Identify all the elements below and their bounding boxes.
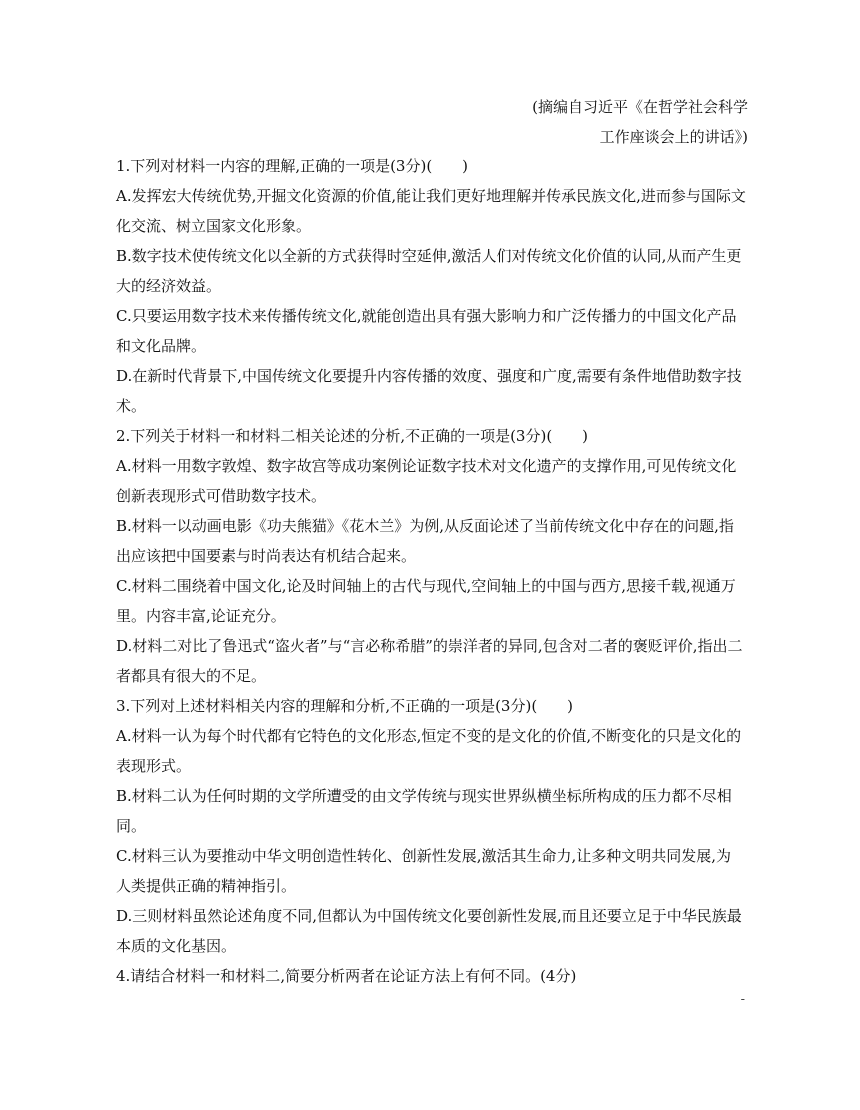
option-text: C.只要运用数字技术来传播传统文化,就能创造出具有强大影响力和广泛传播力的中国文化产品和文化品牌。 bbox=[116, 307, 737, 355]
option-text: A.发挥宏大传统优势,开掘文化资源的价值,能让我们更好地理解并传承民族文化,进而参与国际文化交流、树立国家文化形象。 bbox=[116, 187, 746, 235]
source-attribution bbox=[532, 92, 748, 152]
option-text: C.材料二围绕着中国文化,论及时间轴上的古代与现代,空间轴上的中国与西方,思接千载,视通万里。内容丰富,论证充分。 bbox=[116, 577, 736, 625]
option-text: B.材料二认为任何时期的文学所遭受的由文学传统与现实世界纵横坐标所构成的压力都不尽相同。 bbox=[116, 787, 732, 835]
source-line-1: (摘编自习近平《在哲学社会科学 bbox=[532, 98, 748, 116]
option-text: A.材料一认为每个时代都有它特色的文化形态,恒定不变的是文化的价值,不断变化的只是文化的表现形式。 bbox=[116, 727, 742, 775]
option-text: A.材料一用数字敦煌、数字故宫等成功案例论证数字技术对文化遗产的支撑作用,可见传统文化创新表现形式可借助数字技术。 bbox=[116, 457, 737, 505]
question-stem: 2.下列关于材料一和材料二相关论述的分析,不正确的一项是(3分)( ) bbox=[116, 427, 589, 445]
source-line-2: 工作座谈会上的讲话》) bbox=[599, 128, 748, 146]
question-list bbox=[116, 151, 746, 991]
option-text: B.材料一以动画电影《功夫熊猫》《花木兰》为例,从反面论述了当前传统文化中存在的问题,指出应该把中国要素与时尚表达有机结合起来。 bbox=[116, 517, 734, 565]
question-stem: 1.下列对材料一内容的理解,正确的一项是(3分)( ) bbox=[116, 157, 469, 175]
option-text: B.数字技术使传统文化以全新的方式获得时空延伸,激活人们对传统文化价值的认同,从而产生更大的经济效益。 bbox=[116, 247, 742, 295]
option-text: C.材料三认为要推动中华文明创造性转化、创新性发展,激活其生命力,让多种文明共同发展,为人类提供正确的精神指引。 bbox=[116, 847, 732, 895]
option-text: D.三则材料虽然论述角度不同,但都认为中国传统文化要创新性发展,而且还要立足于中华民族最本质的文化基因。 bbox=[116, 907, 742, 955]
option-text: D.材料二对比了鲁迅式“盗火者”与“言必称希腊”的崇洋者的异同,包含对二者的褒贬评价,指出二者都具有很大的不足。 bbox=[116, 637, 743, 685]
page-footer-mark: - bbox=[740, 992, 745, 1007]
option-text: D.在新时代背景下,中国传统文化要提升内容传播的效度、强度和广度,需要有条件地借助数字技术。 bbox=[116, 367, 742, 415]
question-stem: 4.请结合材料一和材料二,简要分析两者在论证方法上有何不同。(4分) bbox=[116, 967, 577, 985]
question-stem: 3.下列对上述材料相关内容的理解和分析,不正确的一项是(3分)( ) bbox=[116, 697, 574, 715]
